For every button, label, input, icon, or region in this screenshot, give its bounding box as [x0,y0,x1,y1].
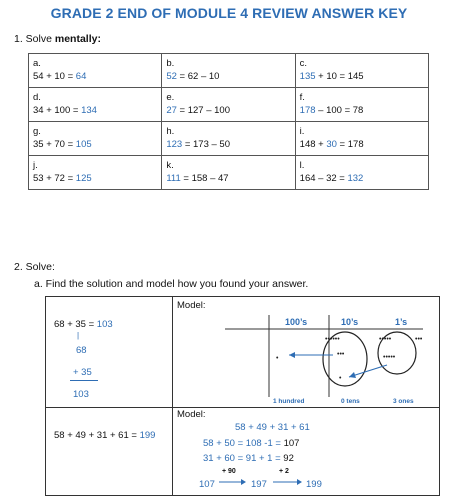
problem-cell [29,88,162,122]
problem-cell [29,54,162,88]
problem-letter: a. [33,58,41,69]
answer-value: 64 [75,71,87,82]
ones-footer: 3 ones [393,398,414,405]
chain-end: 199 [306,479,322,490]
arrow-label-plus-2: + 2 [279,468,289,475]
equation-prefix: 34 + 100 = [33,105,82,116]
model-line2-answer: 107 [283,438,300,449]
model-label-row1: Model: [177,300,206,311]
equation-row2-text: 58 + 49 + 31 + 61 = [54,430,140,441]
equation-prefix: 53 + 72 = [33,173,76,184]
problem-letter: f. [299,92,305,103]
equation-row1-text: 68 + 35 = [54,319,97,330]
chain-arrowhead-1 [241,479,246,485]
answer-value: 52 [166,71,177,82]
problem-letter: h. [166,126,175,137]
problem-cell [29,156,162,190]
ones-header: 1’s [395,317,408,327]
answer-value: 125 [75,173,92,184]
answer-value: 111 [166,173,181,184]
tens-footer: 0 tens [341,398,360,405]
table-row [29,122,429,156]
cursor-mark: | [77,331,80,340]
regroup-arrowhead-tens [349,372,356,378]
mental-math-table [28,53,429,190]
table-row [29,156,429,190]
answer-value: 30 [326,139,337,150]
model-line3-text: 31 + 60 = 91 + 1 = [203,453,284,464]
problem-letter: g. [33,126,41,137]
work-addend: + 35 [73,367,92,378]
work-result: 103 [73,389,89,400]
equation-row2 [54,430,155,441]
tens-header: 10’s [341,317,359,327]
ones-dots-extra: ••• [415,336,423,343]
page-title: GRADE 2 END OF MODULE 4 REVIEW ANSWER KEY [50,5,408,21]
place-value-chart [173,297,439,407]
arrow-chain [196,465,366,495]
problem-letter: k. [166,160,174,171]
problem-letter: d. [33,92,41,103]
model-line2 [203,438,299,449]
work-top-number: 68 [76,345,87,356]
answer-value: 135 [299,71,316,82]
hundreds-header: 100’s [285,317,308,327]
equation-suffix: = 178 [336,139,364,150]
problem-equation [33,172,157,185]
model-label-row2: Model: [177,409,206,420]
problem-letter: b. [166,58,175,69]
problem-equation [166,138,290,151]
chain-mid: 197 [251,479,267,490]
equation-suffix: – 100 = 78 [315,105,364,116]
answer-value: 132 [347,173,364,184]
equation-suffix: = 127 – 100 [176,105,230,116]
answer-value: 123 [166,139,183,150]
hundreds-footer: 1 hundred [273,398,305,405]
equation-row1-answer: 103 [96,319,113,330]
row-divider [46,407,439,408]
hundreds-dot: • [276,355,279,362]
equation-suffix: = 62 – 10 [176,71,220,82]
problem-equation [33,70,157,83]
problem-cell [295,54,428,88]
question-1-prefix: 1. Solve [14,33,55,45]
problem-equation [33,104,157,117]
equation-prefix: 54 + 10 = [33,71,76,82]
problem-equation [166,104,290,117]
equation-row1 [54,319,113,330]
problem-letter: i. [299,126,305,137]
problem-equation [166,70,290,83]
chain-start: 107 [199,479,215,490]
problem-equation [166,172,290,185]
problem-equation [300,172,424,185]
problem-cell [295,156,428,190]
equation-suffix: = 158 – 47 [180,173,229,184]
problem-cell [29,122,162,156]
equation-prefix: 148 + [299,139,327,150]
problem-cell [162,88,295,122]
arrow-label-plus-90: + 90 [222,468,236,475]
problem-cell [162,122,295,156]
regroup-arrowhead-hundreds [289,352,295,358]
question-1-bold: mentally: [54,33,101,45]
model-line1: 58 + 49 + 31 + 61 [235,422,310,433]
chain-arrowhead-2 [297,479,302,485]
table-row [29,88,429,122]
question-2-heading: 2. Solve: [14,261,55,273]
equation-suffix: + 10 = 145 [315,71,364,82]
equation-prefix: 164 – 32 = [299,173,348,184]
equation-prefix: 35 + 70 = [33,139,76,150]
solution-model-table [45,296,440,496]
work-sum-line [70,380,98,381]
model-line3-answer: 92 [283,453,294,464]
ones-dots-row2: ••••• [383,354,396,361]
problem-equation [300,104,424,117]
tens-dots-row1: •••••• [325,336,340,343]
question-2-part-a: a. Find the solution and model how you found your answer. [34,278,309,290]
answer-value: 105 [75,139,92,150]
problem-equation [300,70,424,83]
problem-letter: j. [33,160,38,171]
equation-suffix: = 173 – 50 [182,139,230,150]
equation-row2-answer: 199 [139,430,156,441]
problem-letter: c. [299,58,308,69]
problem-equation [300,138,424,151]
problem-cell [162,54,295,88]
answer-value: 134 [81,105,97,116]
problem-cell [162,156,295,190]
problem-equation [33,138,157,151]
tens-dots-row2: ••• [337,351,345,358]
problem-letter: l. [299,160,305,171]
ones-dots-row1: ••••• [379,336,392,343]
table-row [29,54,429,88]
question-1-heading [14,33,101,45]
tens-low-dot: • [339,375,342,382]
model-line2-text: 58 + 50 = 108 -1 = [203,438,284,449]
model-line3 [203,453,294,464]
problem-letter: e. [166,92,175,103]
answer-value: 178 [299,105,316,116]
problem-cell [295,122,428,156]
problem-cell [295,88,428,122]
answer-value: 27 [166,105,177,116]
